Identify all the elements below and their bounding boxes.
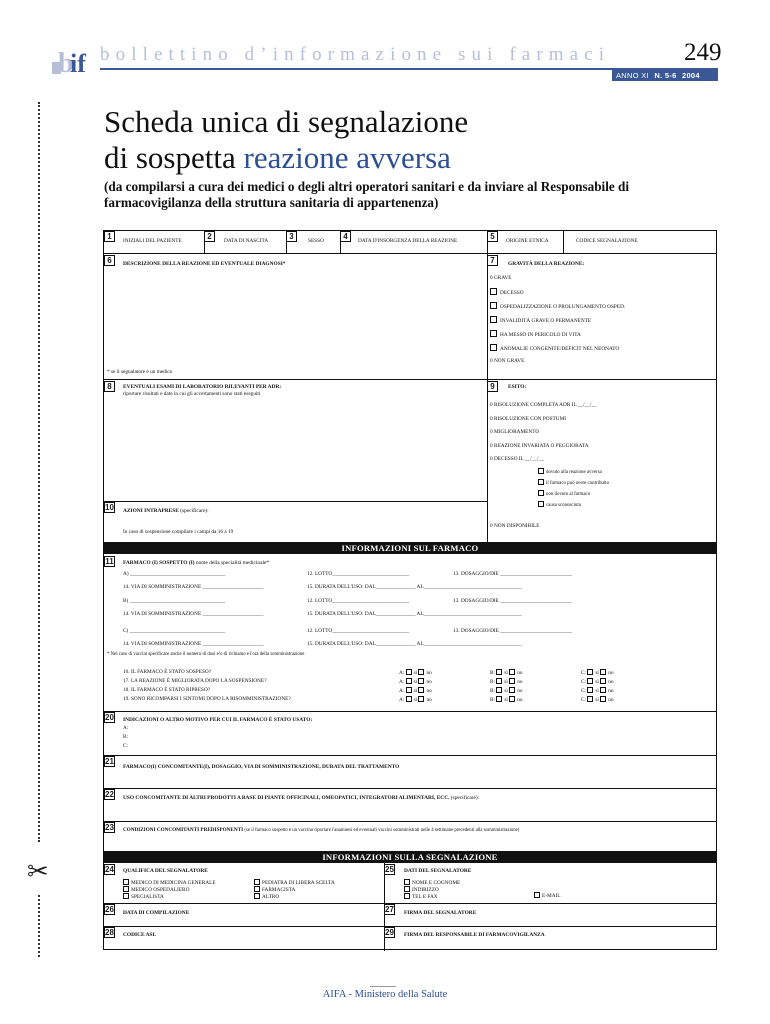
checkbox-label: sì xyxy=(413,688,419,694)
patient-initials-field[interactable]: INIZIALI DEL PAZIENTE xyxy=(123,238,182,244)
answer-group-label: B: xyxy=(490,688,497,694)
checkbox[interactable] xyxy=(123,893,129,899)
compilation-date-field[interactable]: DATA DI COMPILAZIONE xyxy=(123,910,190,916)
checkbox-label: sì xyxy=(413,697,419,703)
actions-taken-title: AZIONI INTRAPRESE xyxy=(123,508,179,514)
checkbox-label: dovuto alla reazione avversa xyxy=(546,470,602,475)
checkbox-label: no xyxy=(517,670,523,676)
checkbox[interactable] xyxy=(587,687,593,693)
asl-code-field[interactable]: CODICE ASL xyxy=(123,932,157,938)
checkbox-label: SPECIALISTA xyxy=(131,894,164,900)
checkbox-label: sì xyxy=(595,679,601,685)
outcome-option[interactable]: 0 MIGLIORAMENTO xyxy=(490,429,540,435)
checkbox[interactable] xyxy=(406,678,412,684)
outcome-option[interactable]: 0 RISOLUZIONE CON POSTUMI xyxy=(490,415,567,422)
checkbox[interactable] xyxy=(123,879,129,885)
checkbox[interactable] xyxy=(254,879,260,885)
year-bar-issue: N. 5-6 xyxy=(654,71,677,80)
suspension-note: In caso di sospensione compilare i campi da 16 a 19 xyxy=(123,529,234,535)
yes-no-answer[interactable] xyxy=(399,669,432,677)
year-bar-year: 2004 xyxy=(681,71,700,80)
checkbox-label: no xyxy=(426,688,432,694)
col-divider xyxy=(487,253,488,543)
outcome-option[interactable]: 0 DECESSO IL __/__/__ xyxy=(490,456,544,462)
suspect-drug-title: FARMACO (I) SOSPETTO (I) xyxy=(123,560,195,566)
checkbox-label: no xyxy=(608,679,614,685)
drug-line-field[interactable]: C) ____________________________________ xyxy=(123,628,225,634)
section-number: 11 xyxy=(105,557,114,566)
section-number: 3 xyxy=(286,231,297,242)
yes-no-answer[interactable] xyxy=(581,687,614,695)
checkbox-label: sì xyxy=(595,670,601,676)
drug-line-field[interactable]: 15. DURATA DELL'USO: DAL_______________ AL_____________________________________ xyxy=(307,641,522,647)
answer-group-label: B: xyxy=(490,679,497,685)
checkbox-label: sì xyxy=(413,679,419,685)
outcome-option[interactable]: 0 REAZIONE INVARIATA O PEGGIORATA xyxy=(490,442,589,449)
reporter-signature-field[interactable]: FIRMA DEL SEGNALATORE xyxy=(404,910,477,916)
answer-group-label: C: xyxy=(581,679,588,685)
checkbox[interactable] xyxy=(404,886,410,892)
row-divider xyxy=(104,926,716,927)
checkbox[interactable] xyxy=(509,669,515,675)
checkbox-label: INVALIDITÀ GRAVE O PERMANENTE xyxy=(500,318,592,324)
severity-option[interactable] xyxy=(490,302,625,311)
checkbox[interactable] xyxy=(538,501,544,507)
drug-line-field[interactable]: 15. DURATA DELL'USO: DAL_______________ AL_____________________________________ xyxy=(307,584,522,590)
checkbox[interactable] xyxy=(490,316,497,323)
drug-line-field[interactable]: B) ____________________________________ xyxy=(123,598,225,604)
checkbox[interactable] xyxy=(496,678,502,684)
checkbox[interactable] xyxy=(404,893,410,899)
outcome-label: ESITO: xyxy=(508,384,527,390)
drug-line-field[interactable]: 15. DURATA DELL'USO: DAL_______________ AL_____________________________________ xyxy=(307,611,522,617)
bif-logo xyxy=(52,42,96,76)
checkbox-label: no xyxy=(517,679,523,685)
row-divider xyxy=(104,711,716,712)
section-number: 10 xyxy=(105,503,114,512)
year-bar-prefix: ANNO XI xyxy=(616,71,649,80)
checkbox[interactable] xyxy=(496,696,502,702)
severity-label: GRAVITÀ DELLA REAZIONE: xyxy=(508,261,585,267)
predisposing-conditions-title: CONDIZIONI CONCOMITANTI PREDISPONENTI xyxy=(123,827,244,833)
vaccine-footnote: * Nel caso di vaccini specificare anche il numero di dosi e/o di richiamo e l'ora della somministrazione xyxy=(107,652,305,657)
suspect-drug-note: nome della specialità medicinale* xyxy=(195,560,270,566)
suspect-drug-label xyxy=(123,560,269,567)
yes-no-answer[interactable] xyxy=(490,669,523,677)
answer-group-label: B: xyxy=(490,670,497,676)
checkbox-label: sì xyxy=(504,697,510,703)
severity-option[interactable] xyxy=(490,344,619,353)
death-cause-option[interactable] xyxy=(538,479,609,487)
page-title-line1: Scheda unica di segnalazione xyxy=(104,104,469,139)
publisher-footer: AIFA - Ministero della Salute xyxy=(322,989,448,1000)
checkbox-label: TEL E FAX xyxy=(412,894,438,900)
dosage-field[interactable]: 13. DOSAGGIO/DIE ___________________________ xyxy=(453,628,572,634)
physician-footnote: * se il segnalatore è un medico xyxy=(107,369,173,375)
checkbox-label: no xyxy=(517,688,523,694)
checkbox-label: sì xyxy=(595,688,601,694)
section-number: 22 xyxy=(105,790,114,799)
pharmacovigilance-signature-field[interactable]: FIRMA DEL RESPONSABILE DI FARMACOVIGILANZA xyxy=(404,932,545,938)
section-number: 5 xyxy=(487,231,498,242)
dosage-field[interactable]: 13. DOSAGGIO/DIE ___________________________ xyxy=(453,598,572,604)
section-number: 9 xyxy=(487,381,498,392)
herbal-products-title: USO CONCOMITANTE DI ALTRI PRODOTTI A BASE DI PIANTE OFFICINALI, OMEOPATICI, INTEGRATORI ALIMENTARI, ECC. xyxy=(123,795,450,801)
row-divider xyxy=(104,379,716,380)
answer-group-label: A: xyxy=(399,697,406,703)
herbal-products-note: (specificare): xyxy=(450,795,480,801)
row-divider xyxy=(104,821,716,822)
checkbox-label: ALTRO xyxy=(262,894,280,900)
checkbox[interactable] xyxy=(490,344,497,351)
non-severe-option[interactable]: 0 NON GRAVE xyxy=(490,358,525,364)
severity-option[interactable] xyxy=(490,288,524,297)
suspension-question: 16. IL FARMACO È STATO SOSPESO? xyxy=(123,669,212,675)
checkbox-label: sì xyxy=(504,679,510,685)
herbal-products-label xyxy=(123,795,479,802)
section-number: 1 xyxy=(104,231,115,242)
checkbox-label: no xyxy=(426,697,432,703)
reaction-description-input[interactable] xyxy=(120,271,480,367)
row-divider xyxy=(104,755,716,756)
checkbox-label: NOME E COGNOME xyxy=(412,880,461,886)
birth-date-field[interactable]: DATA DI NASCITA xyxy=(224,238,269,244)
checkbox[interactable] xyxy=(600,678,606,684)
footer-rule xyxy=(370,986,396,987)
indication-a[interactable]: A: xyxy=(123,725,129,731)
yes-no-answer[interactable] xyxy=(581,669,614,677)
checkbox-label: no xyxy=(608,697,614,703)
checkbox-label: no xyxy=(608,670,614,676)
drug-line-field[interactable]: A) ____________________________________ xyxy=(123,571,226,577)
lab-tests-note: riportare risultati e date in cui gli accertamenti sono stati eseguiti xyxy=(123,391,261,397)
row-divider xyxy=(104,903,716,904)
checkbox-label: no xyxy=(608,688,614,694)
predisposing-conditions-note: (se il farmaco sospetto è un vaccino riportare l'anamnesi ed eventuali vaccini somministrati nelle 4 settimane precedenti alla somministrazione) xyxy=(244,828,520,833)
checkbox-label: no xyxy=(517,697,523,703)
svg-text:if: if xyxy=(70,49,86,76)
checkbox[interactable] xyxy=(418,687,424,693)
report-code-field[interactable]: CODICE SEGNALAZIONE xyxy=(576,238,638,244)
checkbox[interactable] xyxy=(490,288,497,295)
death-cause-option[interactable] xyxy=(538,501,581,509)
checkbox[interactable] xyxy=(538,490,544,496)
severe-option[interactable]: 0 GRAVE xyxy=(490,275,512,281)
adr-report-form xyxy=(103,230,717,950)
section-number: 23 xyxy=(105,823,114,832)
checkbox[interactable] xyxy=(418,669,424,675)
section-number: 6 xyxy=(104,255,115,266)
yes-no-answer[interactable] xyxy=(399,678,432,686)
lab-tests-label: EVENTUALI ESAMI DI LABORATORIO RILEVANTI PER ADR: xyxy=(123,384,282,390)
checkbox-label: no xyxy=(426,679,432,685)
checkbox-label: sì xyxy=(504,670,510,676)
checkbox[interactable] xyxy=(509,696,515,702)
concomitant-drugs-label: FARMACO(I) CONCOMITANTE(I), DOSAGGIO, VIA DI SOMMINISTRAZIONE, DURATA DEL TRATTAMENTO xyxy=(123,764,400,770)
checkbox[interactable] xyxy=(587,678,593,684)
cut-line-bottom xyxy=(38,895,40,957)
answer-group-label: C: xyxy=(581,670,588,676)
checkbox[interactable] xyxy=(538,479,544,485)
suspension-question: 19. SONO RICOMPARSI I SINTOMI DOPO LA RISOMMINISTRAZIONE? xyxy=(123,696,291,702)
checkbox[interactable] xyxy=(418,678,424,684)
checkbox-label: non dovuto al farmaco xyxy=(546,492,591,497)
drug-info-bar: INFORMAZIONI SUL FARMACO xyxy=(104,542,716,554)
cut-line xyxy=(38,102,40,842)
checkbox[interactable] xyxy=(496,669,502,675)
actions-taken-note: (specificare): xyxy=(180,508,209,514)
checkbox[interactable] xyxy=(600,687,606,693)
checkbox[interactable] xyxy=(587,696,593,702)
suspension-question: 18. IL FARMACO È STATO RIPRESO? xyxy=(123,687,211,693)
checkbox[interactable] xyxy=(406,696,412,702)
scissors-icon: ✂ xyxy=(27,857,49,886)
checkbox[interactable] xyxy=(538,468,544,474)
predisposing-conditions-label xyxy=(123,827,519,834)
section-number: 24 xyxy=(105,865,114,874)
yes-no-answer[interactable] xyxy=(399,687,432,695)
answer-group-label: A: xyxy=(399,670,406,676)
svg-text:b: b xyxy=(58,48,74,76)
checkbox-label: MEDICO DI MEDICINA GENERALE xyxy=(131,880,216,886)
email-label: E-MAIL xyxy=(542,893,561,899)
checkbox[interactable] xyxy=(254,886,260,892)
reaction-onset-date-field[interactable]: DATA D'INSORGENZA DELLA REAZIONE xyxy=(358,238,458,244)
ethnic-origin-field[interactable]: ORIGINE ETNICA xyxy=(506,238,549,244)
drug-line-field[interactable]: 14. VIA DI SOMMINISTRAZIONE _______________________ xyxy=(123,584,264,590)
indications-label: INDICAZIONI O ALTRO MOTIVO PER CUI IL FARMACO È STATO USATO: xyxy=(123,717,313,723)
drug-line-field[interactable]: 14. VIA DI SOMMINISTRAZIONE _______________________ xyxy=(123,611,264,617)
checkbox[interactable] xyxy=(406,669,412,675)
title-highlight: reazione avversa xyxy=(243,140,451,175)
checkbox-label: il farmaco può avere contribuito xyxy=(546,481,610,486)
severity-option[interactable] xyxy=(490,330,581,339)
reporter-qualification-option[interactable] xyxy=(123,893,164,901)
checkbox-label: sì xyxy=(413,670,419,676)
severity-option[interactable] xyxy=(490,316,591,325)
drug-line-field[interactable]: 12. LOTTO_____________________________ xyxy=(307,628,410,634)
checkbox-label: no xyxy=(426,670,432,676)
yes-no-answer[interactable] xyxy=(399,696,432,704)
death-cause-option[interactable] xyxy=(538,468,602,476)
indication-c[interactable]: C: xyxy=(123,743,129,749)
suspension-question: 17. LA REAZIONE È MIGLIORATA DOPO LA SOSPENSIONE? xyxy=(123,678,267,684)
section-number: 21 xyxy=(105,757,114,766)
reporter-data-label: DATI DEL SEGNALATORE xyxy=(404,868,472,874)
yes-no-answer[interactable] xyxy=(490,687,523,695)
checkbox[interactable] xyxy=(404,879,410,885)
reporter-qualification-label: QUALIFICA DEL SEGNALATORE xyxy=(123,868,208,874)
checkbox[interactable] xyxy=(600,669,606,675)
section-number: 4 xyxy=(340,231,351,242)
checkbox[interactable] xyxy=(509,678,515,684)
series-title: bollettino d’informazione sui farmaci xyxy=(100,44,611,65)
checkbox-label: sì xyxy=(595,697,601,703)
outcome-not-available[interactable]: 0 NON DISPONIBILE xyxy=(490,523,540,529)
col-divider xyxy=(563,231,564,253)
checkbox[interactable] xyxy=(496,687,502,693)
yes-no-answer[interactable] xyxy=(581,696,614,704)
checkbox[interactable] xyxy=(123,886,129,892)
checkbox[interactable] xyxy=(490,330,497,337)
title-plain: di sospetta xyxy=(104,140,244,175)
reporter-data-field[interactable] xyxy=(404,893,438,901)
section-number: 25 xyxy=(385,865,394,874)
row-divider xyxy=(104,788,716,789)
checkbox-label: sì xyxy=(504,688,510,694)
actions-taken-label xyxy=(123,508,209,515)
reaction-description-label: DESCRIZIONE DELLA REAZIONE ED EVENTUALE DIAGNOSI* xyxy=(123,261,286,267)
indication-b[interactable]: B: xyxy=(123,734,129,740)
checkbox-label: MEDICO OSPEDALIERO xyxy=(131,887,190,893)
yes-no-answer[interactable] xyxy=(490,678,523,686)
drug-line-field[interactable]: 14. VIA DI SOMMINISTRAZIONE _______________________ xyxy=(123,641,264,647)
row-divider xyxy=(104,501,487,502)
answer-group-label: B: xyxy=(490,697,497,703)
section-number: 27 xyxy=(385,905,394,914)
section-number: 26 xyxy=(105,905,114,914)
section-number: 28 xyxy=(105,928,114,937)
drug-line-field[interactable]: 12. LOTTO_____________________________ xyxy=(307,571,410,577)
section-number: 7 xyxy=(487,255,498,266)
issue-year-bar xyxy=(612,70,718,81)
checkbox-label: causa sconosciuta xyxy=(546,503,581,508)
section-number: 8 xyxy=(104,381,115,392)
lab-tests-input[interactable] xyxy=(120,399,480,499)
answer-group-label: A: xyxy=(399,679,406,685)
checkbox[interactable] xyxy=(587,669,593,675)
section-number: 2 xyxy=(204,231,215,242)
section-number: 20 xyxy=(105,713,114,722)
issue-number: 249 xyxy=(684,39,722,66)
dosage-field[interactable]: 13. DOSAGGIO/DIE ___________________________ xyxy=(453,571,572,577)
checkbox-label: OSPEDALIZZAZIONE O PROLUNGAMENTO OSPED. xyxy=(500,304,626,310)
page-subtitle: (da compilarsi a cura dei medici o degli altri operatori sanitari e da inviare al Responsabile di farmacovigilanza della struttura sanitaria di appartenenza) xyxy=(104,179,630,210)
checkbox[interactable] xyxy=(490,302,497,309)
drug-line-field[interactable]: 12. LOTTO_____________________________ xyxy=(307,598,410,604)
checkbox-label: INDIRIZZO xyxy=(412,887,439,893)
checkbox[interactable] xyxy=(406,687,412,693)
checkbox-label: HA MESSO IN PERICOLO DI VITA xyxy=(500,332,581,338)
email-field[interactable] xyxy=(534,892,561,900)
answer-group-label: C: xyxy=(581,688,588,694)
checkbox-label: DECESSO xyxy=(500,290,524,296)
checkbox-label: FARMACISTA xyxy=(262,887,296,893)
section-number: 29 xyxy=(385,928,394,937)
answer-group-label: C: xyxy=(581,697,588,703)
reporter-qualification-option[interactable] xyxy=(254,893,279,901)
report-info-bar: INFORMAZIONI SULLA SEGNALAZIONE xyxy=(104,851,716,863)
checkbox[interactable] xyxy=(418,696,424,702)
answer-group-label: A: xyxy=(399,688,406,694)
checkbox[interactable] xyxy=(254,893,260,899)
row-divider xyxy=(104,253,716,254)
checkbox-label: ANOMALIE CONGENITE/DEFICIT NEL NEONATO xyxy=(500,346,620,352)
sex-field[interactable]: SESSO xyxy=(308,238,324,244)
checkbox[interactable] xyxy=(600,696,606,702)
death-cause-option[interactable] xyxy=(538,490,590,498)
checkbox[interactable] xyxy=(509,687,515,693)
yes-no-answer[interactable] xyxy=(490,696,523,704)
outcome-option[interactable]: 0 RISOLUZIONE COMPLETA ADR IL __/__/__ xyxy=(490,402,597,408)
page-title-line2 xyxy=(104,140,451,176)
yes-no-answer[interactable] xyxy=(581,678,614,686)
checkbox-label: PEDIATRA DI LIBERA SCELTA xyxy=(262,880,335,886)
